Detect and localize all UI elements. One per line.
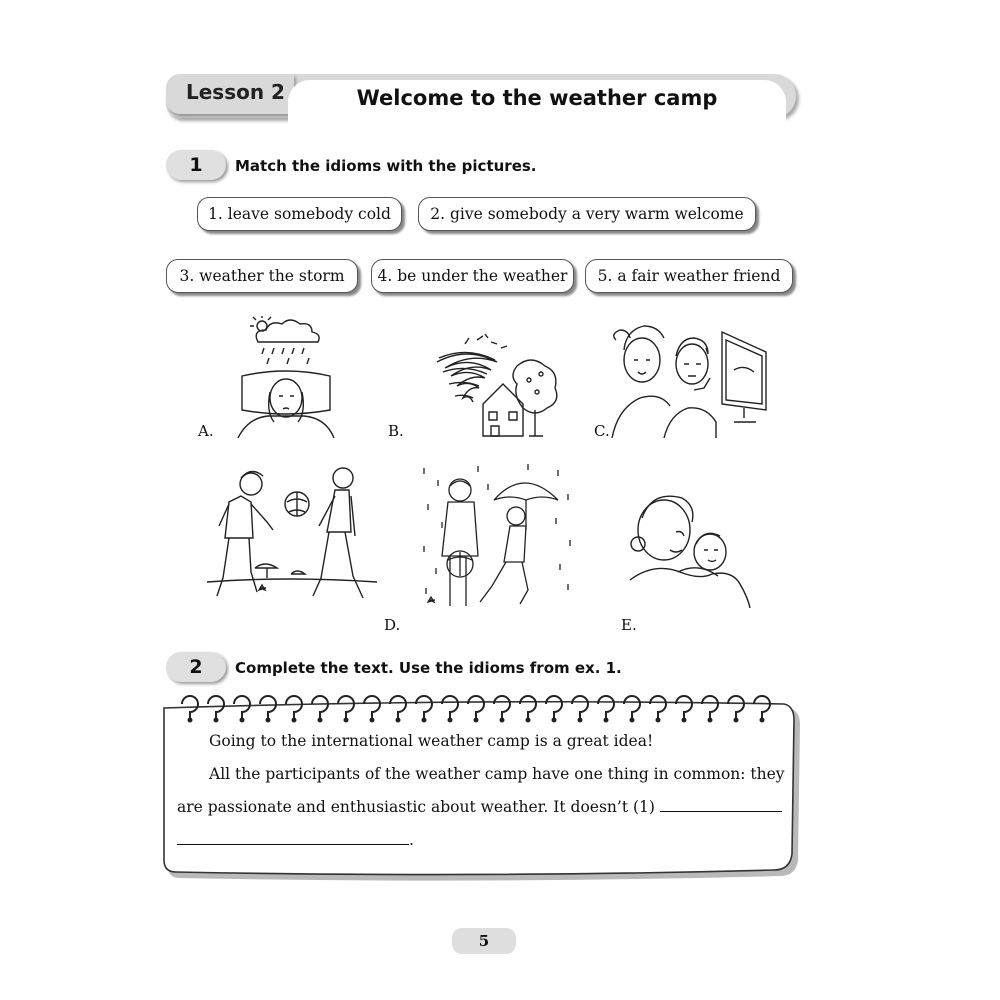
rain-umbrella-boys-illustration xyxy=(418,460,578,612)
picture-label-b: B. xyxy=(388,422,404,440)
text-line-3 xyxy=(177,798,782,816)
text-line-2: All the participants of the weather camp have one thing in common: they xyxy=(209,765,785,783)
mother-hugging-child-illustration xyxy=(628,488,753,608)
exercise-1-number: 1 xyxy=(166,150,226,180)
lesson-title: Welcome to the weather camp xyxy=(356,86,718,110)
answer-blank-1b[interactable] xyxy=(177,844,409,845)
lesson-label: Lesson 2 xyxy=(186,80,285,104)
exercise-2-instruction: Complete the text. Use the idioms from ex. 1. xyxy=(235,659,622,677)
tornado-house-tree-illustration xyxy=(425,332,565,438)
idiom-5: 5. a fair weather friend xyxy=(585,259,793,293)
text-line-4 xyxy=(177,831,414,849)
text-line-3-content: are passionate and enthusiastic about weather. It doesn’t (1) xyxy=(177,798,655,816)
answer-blank-1a[interactable] xyxy=(660,811,782,812)
exercise-2-number: 2 xyxy=(166,652,226,682)
idiom-3: 3. weather the storm xyxy=(166,259,358,293)
idiom-4: 4. be under the weather xyxy=(371,259,574,293)
idiom-2: 2. give somebody a very warm welcome xyxy=(418,197,756,231)
picture-label-c: C. xyxy=(594,422,610,440)
lesson-tab xyxy=(166,74,294,114)
page-number: 5 xyxy=(452,928,516,954)
notebook-frame xyxy=(160,690,810,890)
picture-label-a: A. xyxy=(198,422,214,440)
idiom-1: 1. leave somebody cold xyxy=(197,197,402,231)
friends-playing-ball-beach-illustration xyxy=(205,462,380,612)
text-line-1: Going to the international weather camp is a great idea! xyxy=(209,732,654,750)
picture-label-d: D. xyxy=(384,616,401,634)
exercise-1-instruction: Match the idioms with the pictures. xyxy=(235,157,537,175)
picture-label-e: E. xyxy=(621,616,637,634)
people-watching-weather-screen-illustration xyxy=(610,320,770,438)
sick-girl-in-bed-rain-cloud-illustration xyxy=(236,316,336,438)
text-line-4-end: . xyxy=(409,831,414,849)
